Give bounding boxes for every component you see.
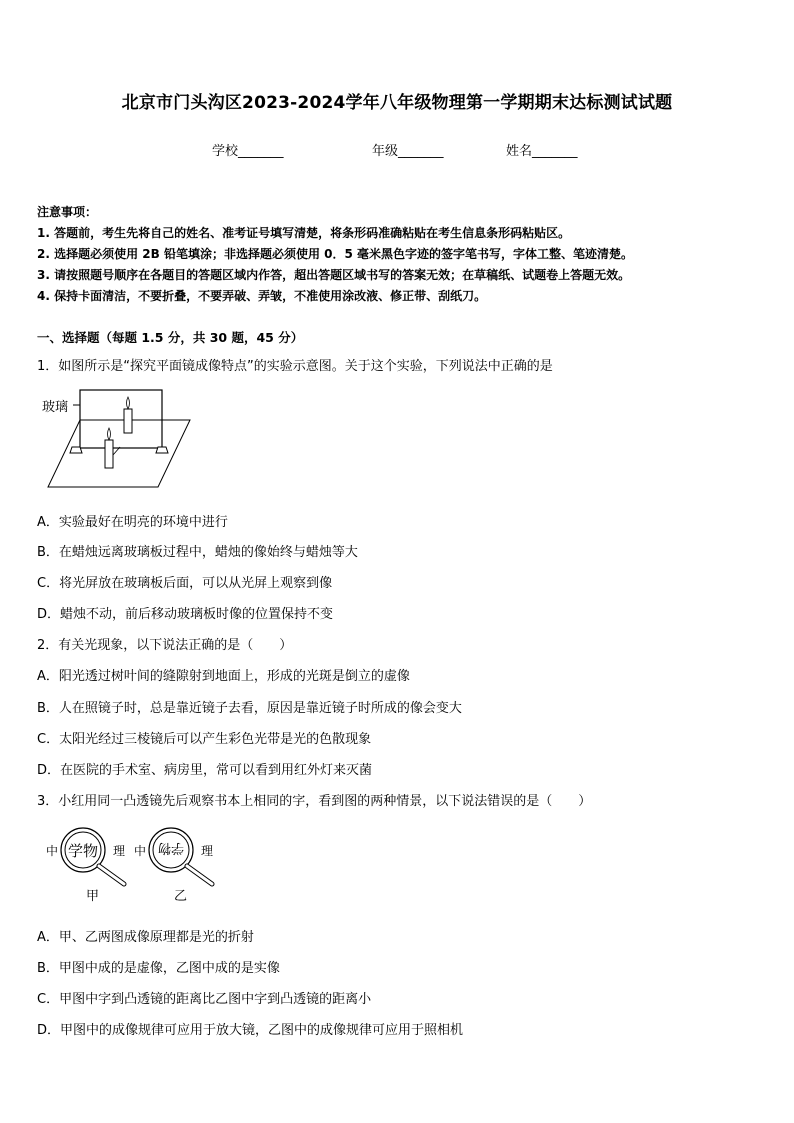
notice-item-1: 1. 答题前，考生先将自己的姓名、准考证号填写清楚，将条形码准确粘贴在考生信息条形码粘贴区。 [37, 226, 571, 240]
question-3-option-a: A．甲、乙两图成像原理都是光的折射 [37, 930, 254, 945]
question-1-option-c: C．将光屏放在玻璃板后面，可以从光屏上观察到像 [37, 576, 333, 591]
question-2-option-a: A．阳光透过树叶间的缝隙射到地面上，形成的光斑是倒立的虚像 [37, 669, 410, 684]
front-candle [105, 440, 113, 468]
notice-item-3: 3. 请按照题号顺序在各题目的答题区域内作答，超出答题区域书写的答案无效；在草稿纸、试题卷上答题无效。 [37, 268, 631, 282]
question-2-option-d: D．在医院的手术室、病房里，常可以看到用红外灯来灭菌 [37, 763, 373, 778]
left-lens-text: 学物 [67, 842, 99, 860]
question-2-option-b: B．人在照镜子时，总是靠近镜子去看，原因是靠近镜子时所成的像会变大 [37, 701, 462, 716]
notice-item-4: 4. 保持卡面清洁，不要折叠，不要弄破、弄皱，不准使用涂改液、修正带、刮纸刀。 [37, 289, 487, 303]
right-right-char: 理 [201, 844, 214, 858]
question-3-option-c: C．甲图中字到凸透镜的距离比乙图中字到凸透镜的距离小 [37, 992, 372, 1007]
question-3-option-b: B．甲图中成的是虚像，乙图中成的是实像 [37, 961, 280, 976]
rear-candle [124, 409, 132, 433]
notice-item-2: 2. 选择题必须使用 2B 铅笔填涂；非选择题必须使用 0．5 毫米黑色字迹的签字笔书写，字体工整、笔迹清楚。 [37, 247, 633, 261]
mirror-experiment-figure [40, 385, 200, 495]
notice-heading: 注意事项： [37, 205, 98, 219]
right-outer-char: 中 [134, 844, 147, 858]
question-1-option-d: D．蜡烛不动，前后移动玻璃板时像的位置保持不变 [37, 607, 334, 622]
question-1-stem: 1．如图所示是“探究平面镜成像特点”的实验示意图。关于这个实验，下列说法中正确的是 [37, 359, 553, 374]
school-field: 学校_______ [212, 144, 284, 159]
right-lens-text: 学物 [157, 840, 185, 855]
magnifier-figure [42, 822, 232, 906]
section-heading: 一、选择题（每题 1.5 分，共 30 题，45 分） [37, 330, 304, 345]
name-field: 姓名_______ [506, 144, 578, 159]
question-3-stem: 3．小红用同一凸透镜先后观察书本上相同的字，看到图的两种情景，以下说法错误的是（ ） [37, 794, 592, 809]
glass-label: 玻璃 [42, 400, 69, 415]
question-3-option-d: D．甲图中的成像规律可应用于放大镜，乙图中的成像规律可应用于照相机 [37, 1023, 464, 1038]
left-right-char: 理 [113, 844, 126, 858]
question-2-option-c: C．太阳光经过三棱镜后可以产生彩色光带是光的色散现象 [37, 732, 372, 747]
page-title: 北京市门头沟区2023-2024学年八年级物理第一学期期末达标测试试题 [121, 93, 673, 113]
right-caption: 乙 [174, 889, 188, 904]
question-2-stem: 2．有关光现象，以下说法正确的是（ ） [37, 638, 293, 653]
left-caption: 甲 [86, 889, 100, 904]
left-outer-char: 中 [46, 844, 59, 858]
glass-plate [80, 390, 162, 448]
question-1-option-b: B．在蜡烛远离玻璃板过程中，蜡烛的像始终与蜡烛等大 [37, 545, 358, 560]
grade-field: 年级_______ [372, 144, 444, 159]
table-plane [48, 420, 190, 487]
question-1-option-a: A．实验最好在明亮的环境中进行 [37, 515, 228, 530]
